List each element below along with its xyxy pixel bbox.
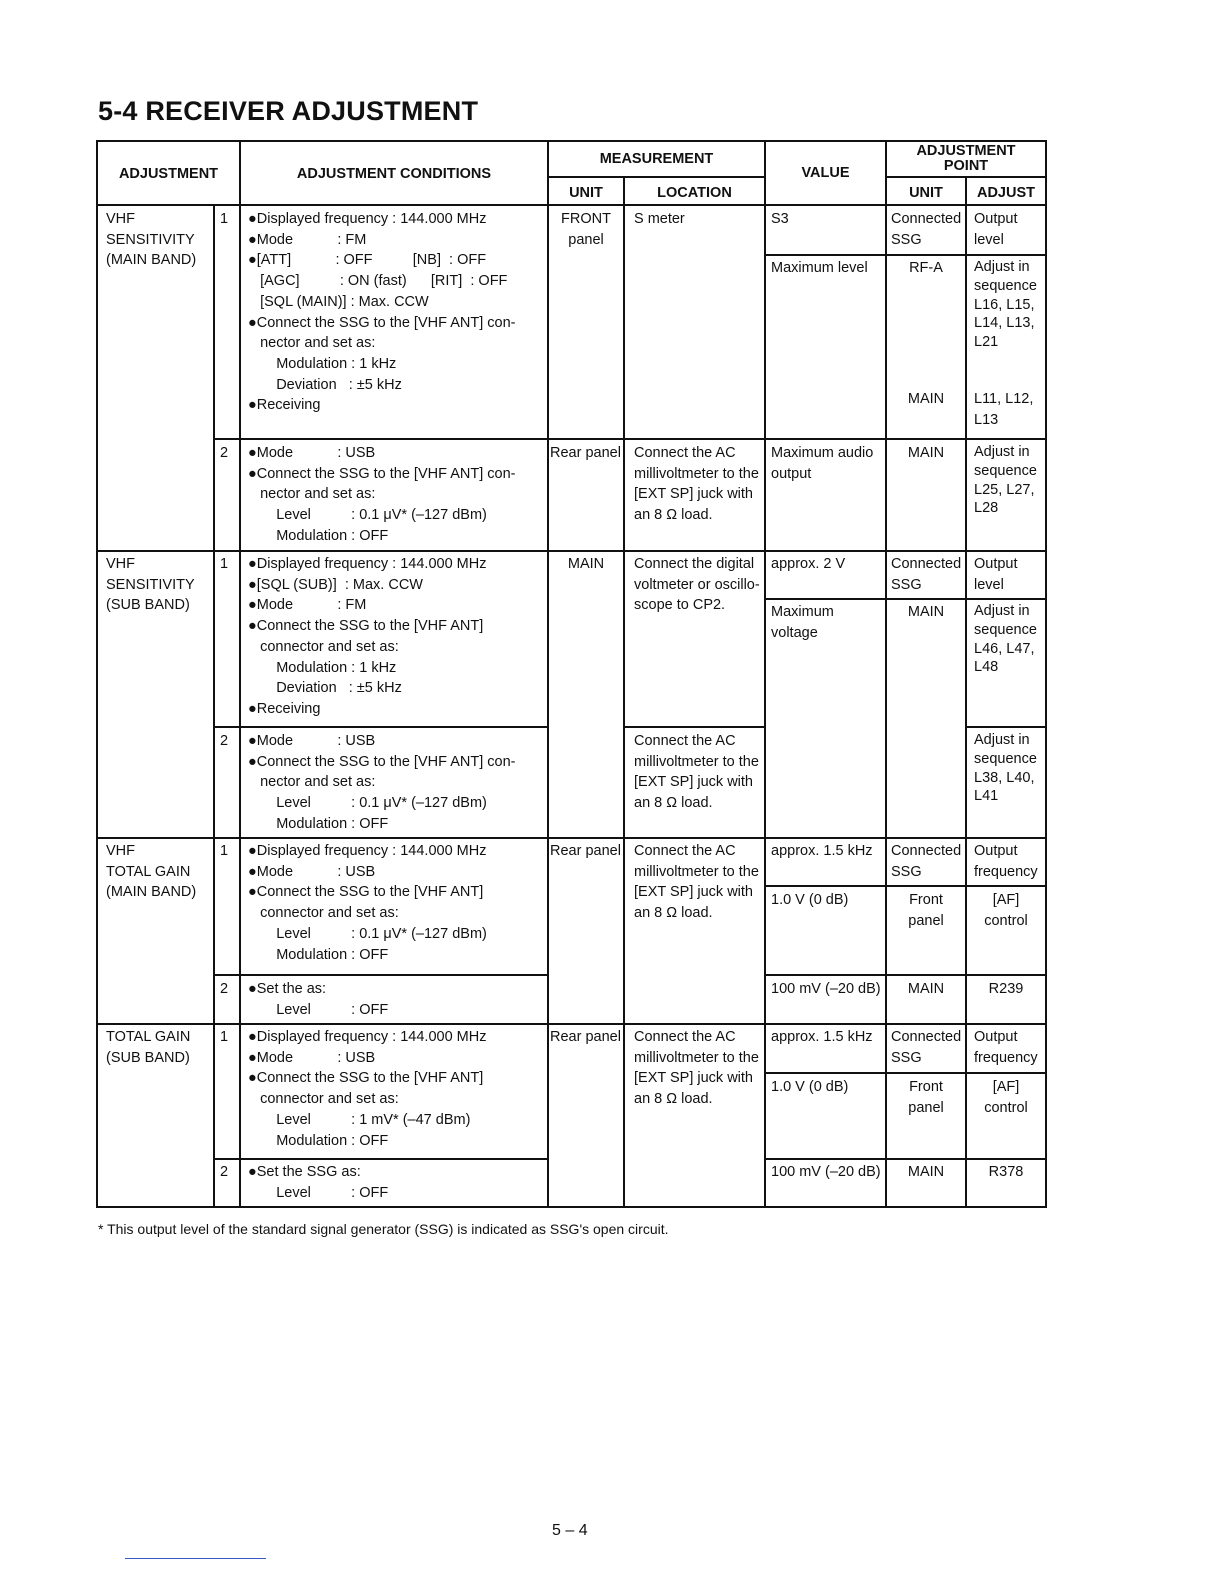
measurement-location: Connect the AC millivoltmeter to the [EXT SP] juck with an 8 Ω load. — [634, 445, 759, 524]
value-text: approx. 2 V — [771, 556, 846, 572]
header-adjustment-point: ADJUSTMENT POINT — [916, 143, 1016, 174]
point-unit: Connected SSG — [891, 1029, 962, 1066]
page-title: 5-4 RECEIVER ADJUSTMENT — [98, 96, 479, 126]
point-adjust: L11, L12, L13 — [974, 391, 1034, 428]
conditions-text: ●Displayed frequency : 144.000 MHz ●Mode : FM ●[ATT] : OFF [NB] : OFF [AGC] : ON (fast) [RIT] : OFF [SQL (MAIN)] : Max. CCW ●Connect the SSG to the [VHF ANT] con- nector and set as: Modulation : 1 kHz Deviation : ±5 kHz ●Receiving — [248, 211, 516, 414]
point-unit: Connected SSG — [891, 556, 962, 593]
receiver-adjustment-table — [96, 140, 1047, 1208]
point-adjust: Adjust in sequence L38, L40, L41 — [974, 732, 1037, 805]
point-unit: MAIN — [907, 445, 945, 461]
conditions-text: ●Set the SSG as: Level : OFF — [248, 1164, 389, 1201]
value-text: 1.0 V (0 dB) — [771, 1079, 849, 1095]
header-point-adjust: ADJUST — [976, 185, 1035, 201]
conditions-text: ●Set the as: Level : OFF — [248, 981, 389, 1018]
step-number: 2 — [220, 981, 229, 997]
conditions-text: ●Mode : USB ●Connect the SSG to the [VHF ANT] con- nector and set as: Level : 0.1 μV* (–127 dBm) Modulation : OFF — [248, 445, 516, 544]
header-meas-unit: UNIT — [569, 185, 603, 201]
section-rule-3 — [96, 1023, 1047, 1025]
value-text: approx. 1.5 kHz — [771, 843, 873, 859]
header-sub-rule-point — [887, 176, 1047, 178]
header-meas-location: LOCATION — [657, 185, 732, 201]
value-rule-s2 — [764, 598, 1047, 600]
point-adjust: Adjust in sequence L46, L47, L48 — [974, 603, 1037, 676]
value-rule-s3 — [764, 885, 1047, 887]
measurement-location: Connect the digital voltmeter or oscillo- scope to CP2. — [634, 556, 760, 614]
section-name-vhf-sensitivity-sub: VHF SENSITIVITY (SUB BAND) — [106, 556, 195, 614]
point-adjust: Output level — [974, 211, 1018, 248]
section-name-vhf-sensitivity-main: VHF SENSITIVITY (MAIN BAND) — [106, 211, 197, 269]
col-rule-step-number — [213, 204, 215, 1208]
section-name-total-gain-sub: TOTAL GAIN (SUB BAND) — [106, 1029, 191, 1066]
step-number: 1 — [220, 211, 229, 227]
point-adjust: Output frequency — [974, 843, 1038, 880]
col-rule-conditions — [239, 204, 241, 1208]
measurement-location: Connect the AC millivoltmeter to the [EXT SP] juck with an 8 Ω load. — [634, 1029, 759, 1108]
value-text: Maximum voltage — [771, 604, 834, 641]
value-text: Maximum audio output — [771, 445, 874, 482]
value-text: 100 mV (–20 dB) — [771, 1164, 881, 1180]
measurement-location: Connect the AC millivoltmeter to the [EXT SP] juck with an 8 Ω load. — [634, 843, 759, 922]
bottom-link-underline — [125, 1558, 266, 1559]
col-rule-point-unit — [885, 140, 887, 1208]
value-text: S3 — [771, 211, 789, 227]
header-adjustment: ADJUSTMENT — [118, 166, 219, 182]
section-rule-2 — [96, 837, 1047, 839]
value-text: 100 mV (–20 dB) — [771, 981, 881, 997]
footnote: * This output level of the standard signal generator (SSG) is indicated as SSG's open circuit. — [98, 1221, 669, 1237]
border-left — [96, 140, 98, 1208]
step-rule-s2-b — [623, 726, 766, 728]
header-adjustment-conditions: ADJUSTMENT CONDITIONS — [296, 166, 492, 182]
step-rule-s2-a — [213, 726, 549, 728]
point-unit: Connected SSG — [891, 211, 962, 248]
step-number: 2 — [220, 445, 229, 461]
step-rule-s3-a — [213, 974, 549, 976]
step-number: 2 — [220, 1164, 229, 1180]
point-adjust: [AF] control — [984, 1079, 1028, 1116]
point-adjust: Output level — [974, 556, 1018, 593]
col-rule-point-adjust — [965, 176, 967, 1208]
conditions-text: ●Displayed frequency : 144.000 MHz ●[SQL (SUB)] : Max. CCW ●Mode : FM ●Connect the SSG to the [VHF ANT] connector and set as: Modulation : 1 kHz Deviation : ±5 kHz ●Receiving — [248, 556, 487, 717]
step-rule-s2-c — [965, 726, 1047, 728]
measurement-location: S meter — [634, 211, 685, 227]
point-unit: MAIN — [907, 604, 945, 620]
point-adjust: [AF] control — [984, 892, 1028, 929]
point-unit: Connected SSG — [891, 843, 962, 880]
conditions-text: ●Displayed frequency : 144.000 MHz ●Mode : USB ●Connect the SSG to the [VHF ANT] connector and set as: Level : 0.1 μV* (–127 dBm) Modulation : OFF — [248, 843, 487, 963]
conditions-text: ●Displayed frequency : 144.000 MHz ●Mode : USB ●Connect the SSG to the [VHF ANT] connector and set as: Level : 1 mV* (–47 dBm) Modulation : OFF — [248, 1029, 487, 1149]
header-point-unit: UNIT — [909, 185, 943, 201]
conditions-text: ●Mode : USB ●Connect the SSG to the [VHF ANT] con- nector and set as: Level : 0.1 μV* (–127 dBm) Modulation : OFF — [248, 733, 516, 832]
point-unit: Front panel — [908, 892, 944, 929]
section-rule-1 — [96, 550, 1047, 552]
step-rule-s1 — [213, 438, 1047, 440]
value-text: Maximum level — [771, 260, 868, 276]
value-text: 1.0 V (0 dB) — [771, 892, 849, 908]
header-measurement: MEASUREMENT — [599, 151, 714, 167]
measurement-unit: MAIN — [567, 556, 605, 572]
col-rule-location — [623, 176, 625, 1208]
point-unit: RF-A — [909, 260, 943, 276]
value-text: approx. 1.5 kHz — [771, 1029, 873, 1045]
point-unit: MAIN — [907, 981, 945, 997]
value-rule-s1 — [764, 254, 1047, 256]
point-adjust: R378 — [988, 1164, 1024, 1180]
point-unit: Front panel — [908, 1079, 944, 1116]
point-adjust: Output frequency — [974, 1029, 1038, 1066]
point-unit: MAIN — [907, 1164, 945, 1180]
measurement-unit: Rear panel — [550, 1029, 621, 1045]
section-name-vhf-total-gain-main: VHF TOTAL GAIN (MAIN BAND) — [106, 843, 197, 901]
point-adjust: Adjust in sequence L25, L27, L28 — [974, 444, 1037, 517]
header-sub-rule-meas — [547, 176, 766, 178]
point-adjust: Adjust in sequence L16, L15, L14, L13, L21 — [974, 259, 1037, 351]
border-right — [1045, 140, 1047, 1208]
value-rule-s4 — [764, 1072, 1047, 1074]
page-number: 5 – 4 — [552, 1522, 588, 1539]
measurement-unit: Rear panel — [550, 843, 621, 859]
step-rule-s4-a — [213, 1158, 549, 1160]
col-rule-value — [764, 140, 766, 1208]
col-rule-meas-unit — [547, 140, 549, 1208]
step-number: 1 — [220, 556, 229, 572]
measurement-unit: Rear panel — [550, 445, 621, 461]
point-adjust: R239 — [988, 981, 1024, 997]
step-number: 2 — [220, 733, 229, 749]
measurement-location: Connect the AC millivoltmeter to the [EXT SP] juck with an 8 Ω load. — [634, 733, 759, 812]
step-number: 1 — [220, 843, 229, 859]
measurement-unit: FRONT panel — [561, 211, 611, 248]
step-rule-s4-b — [764, 1158, 1047, 1160]
point-unit: MAIN — [907, 391, 945, 407]
header-value: VALUE — [801, 165, 850, 181]
step-number: 1 — [220, 1029, 229, 1045]
step-rule-s3-b — [764, 974, 1047, 976]
